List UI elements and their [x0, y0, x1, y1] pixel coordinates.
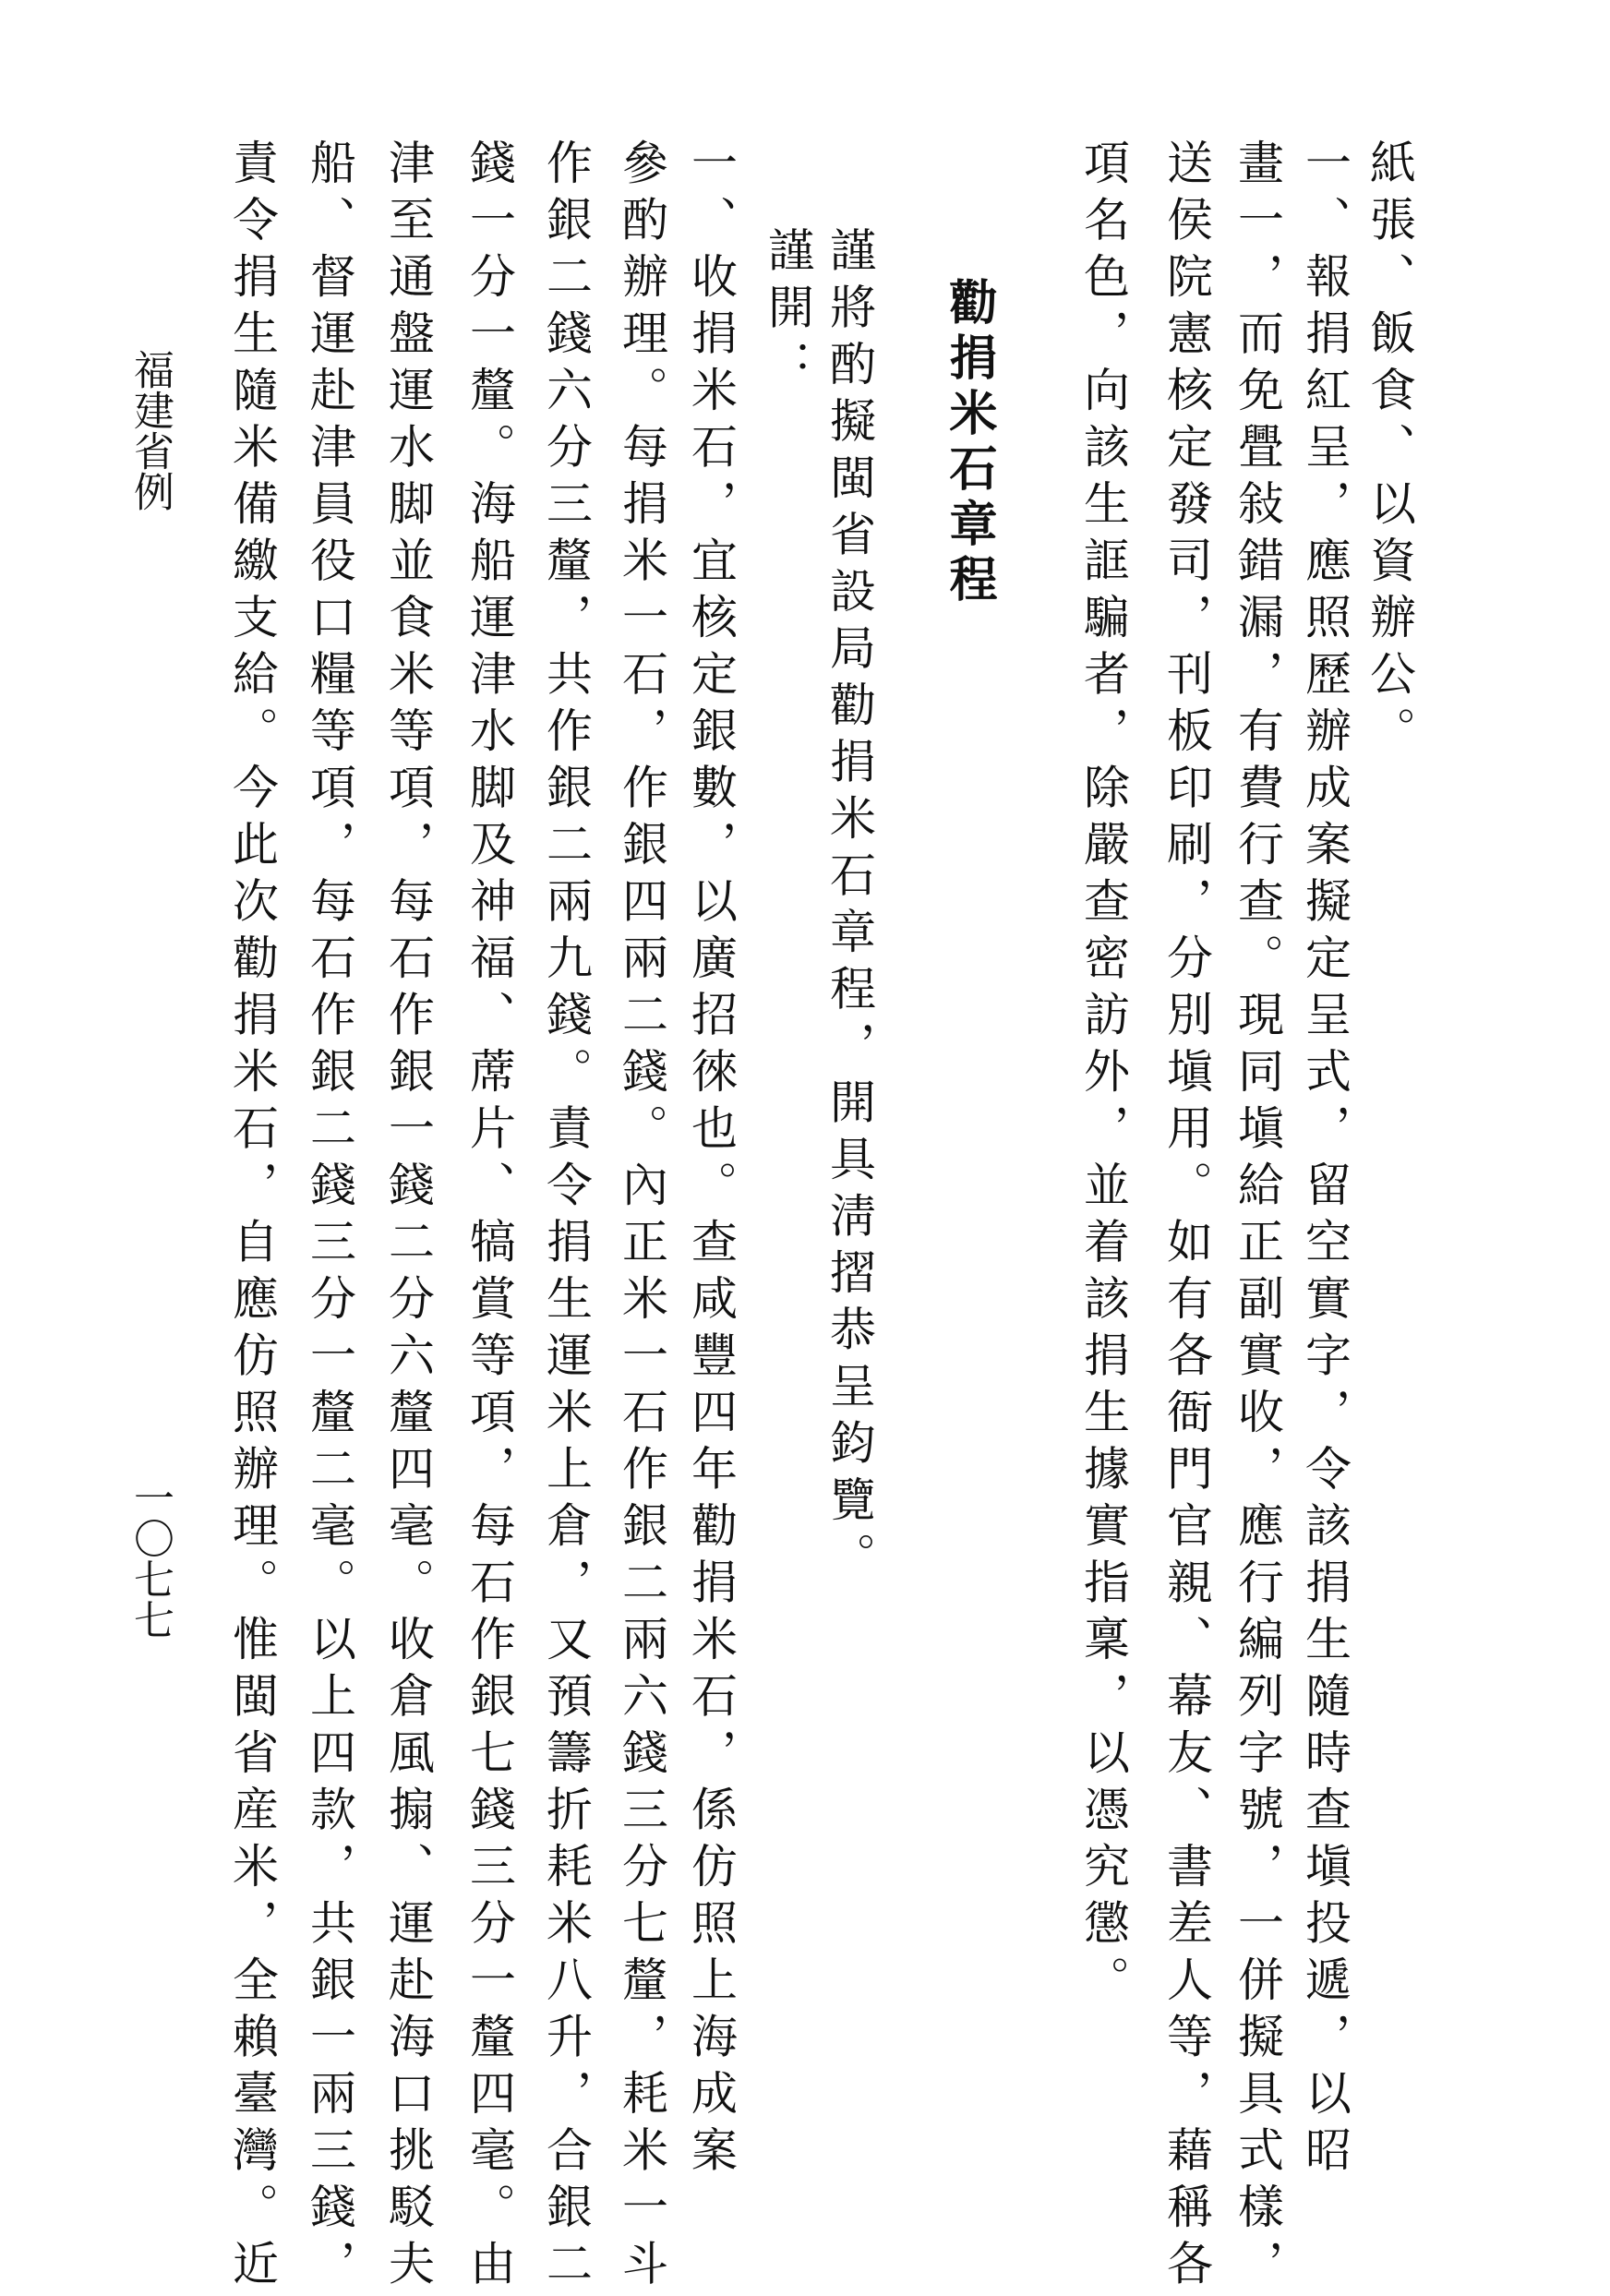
section-heading: 勸捐米石章程 [941, 277, 997, 609]
text-column: 一、報捐紅呈，應照歷辦成案擬定呈式，留空實字，令該捐生隨時查塡投遞，以昭 [1298, 138, 1352, 2182]
text-column: 船、督運赴津員役口糧等項，每石作銀二錢三分一釐二毫。以上四款，共銀一兩三錢， [303, 138, 356, 2296]
text-column: 津至通盤運水脚並食米等項，每石作銀一錢二分六釐四毫。收倉風搧、運赴海口挑駁夫 [381, 138, 435, 2296]
text-column: 參酌辦理。每捐米一石，作銀四兩二錢。內正米一石作銀二兩六錢三分七釐，耗米一斗 [615, 138, 668, 2296]
text-column: 一、收捐米石，宜核定銀數，以廣招徠也。查咸豐四年勸捐米石，係仿照上海成案 [684, 138, 738, 2182]
text-column: 紙張、飯食、以資辦公。 [1363, 138, 1416, 763]
page-number: 一〇七七 [126, 1477, 174, 1640]
text-column: 責令捐生隨米備繳支給。今此次勸捐米石，自應仿照辦理。惟閩省産米，全賴臺灣。近 [225, 138, 279, 2296]
book-title: 福建省例 [126, 349, 174, 511]
text-column: 錢一分一釐。海船運津水脚及神福、蓆片、犒賞等項，每石作銀七錢三分一釐四毫。由 [463, 138, 516, 2296]
text-column: 謹開： [761, 226, 814, 397]
text-column: 謹將酌擬閩省設局勸捐米石章程，開具淸摺恭呈鈞覽。 [823, 226, 876, 1589]
text-column: 作銀二錢六分三釐，共作銀二兩九錢。責令捐生運米上倉，又預籌折耗米八升，合銀二 [539, 138, 593, 2296]
text-column: 送侯院憲核定發司，刊板印刷，分別塡用。如有各衙門官親、幕友、書差人等，藉稱各 [1159, 138, 1213, 2296]
text-column: 畫一，而免舋敍錯漏，有費行查。現同塡給正副實收，應行編列字號，一併擬具式樣， [1231, 138, 1284, 2296]
text-column: 項名色，向該生誆騙者，除嚴查密訪外，並着該捐生據實指稟，以憑究懲。 [1076, 138, 1130, 2013]
